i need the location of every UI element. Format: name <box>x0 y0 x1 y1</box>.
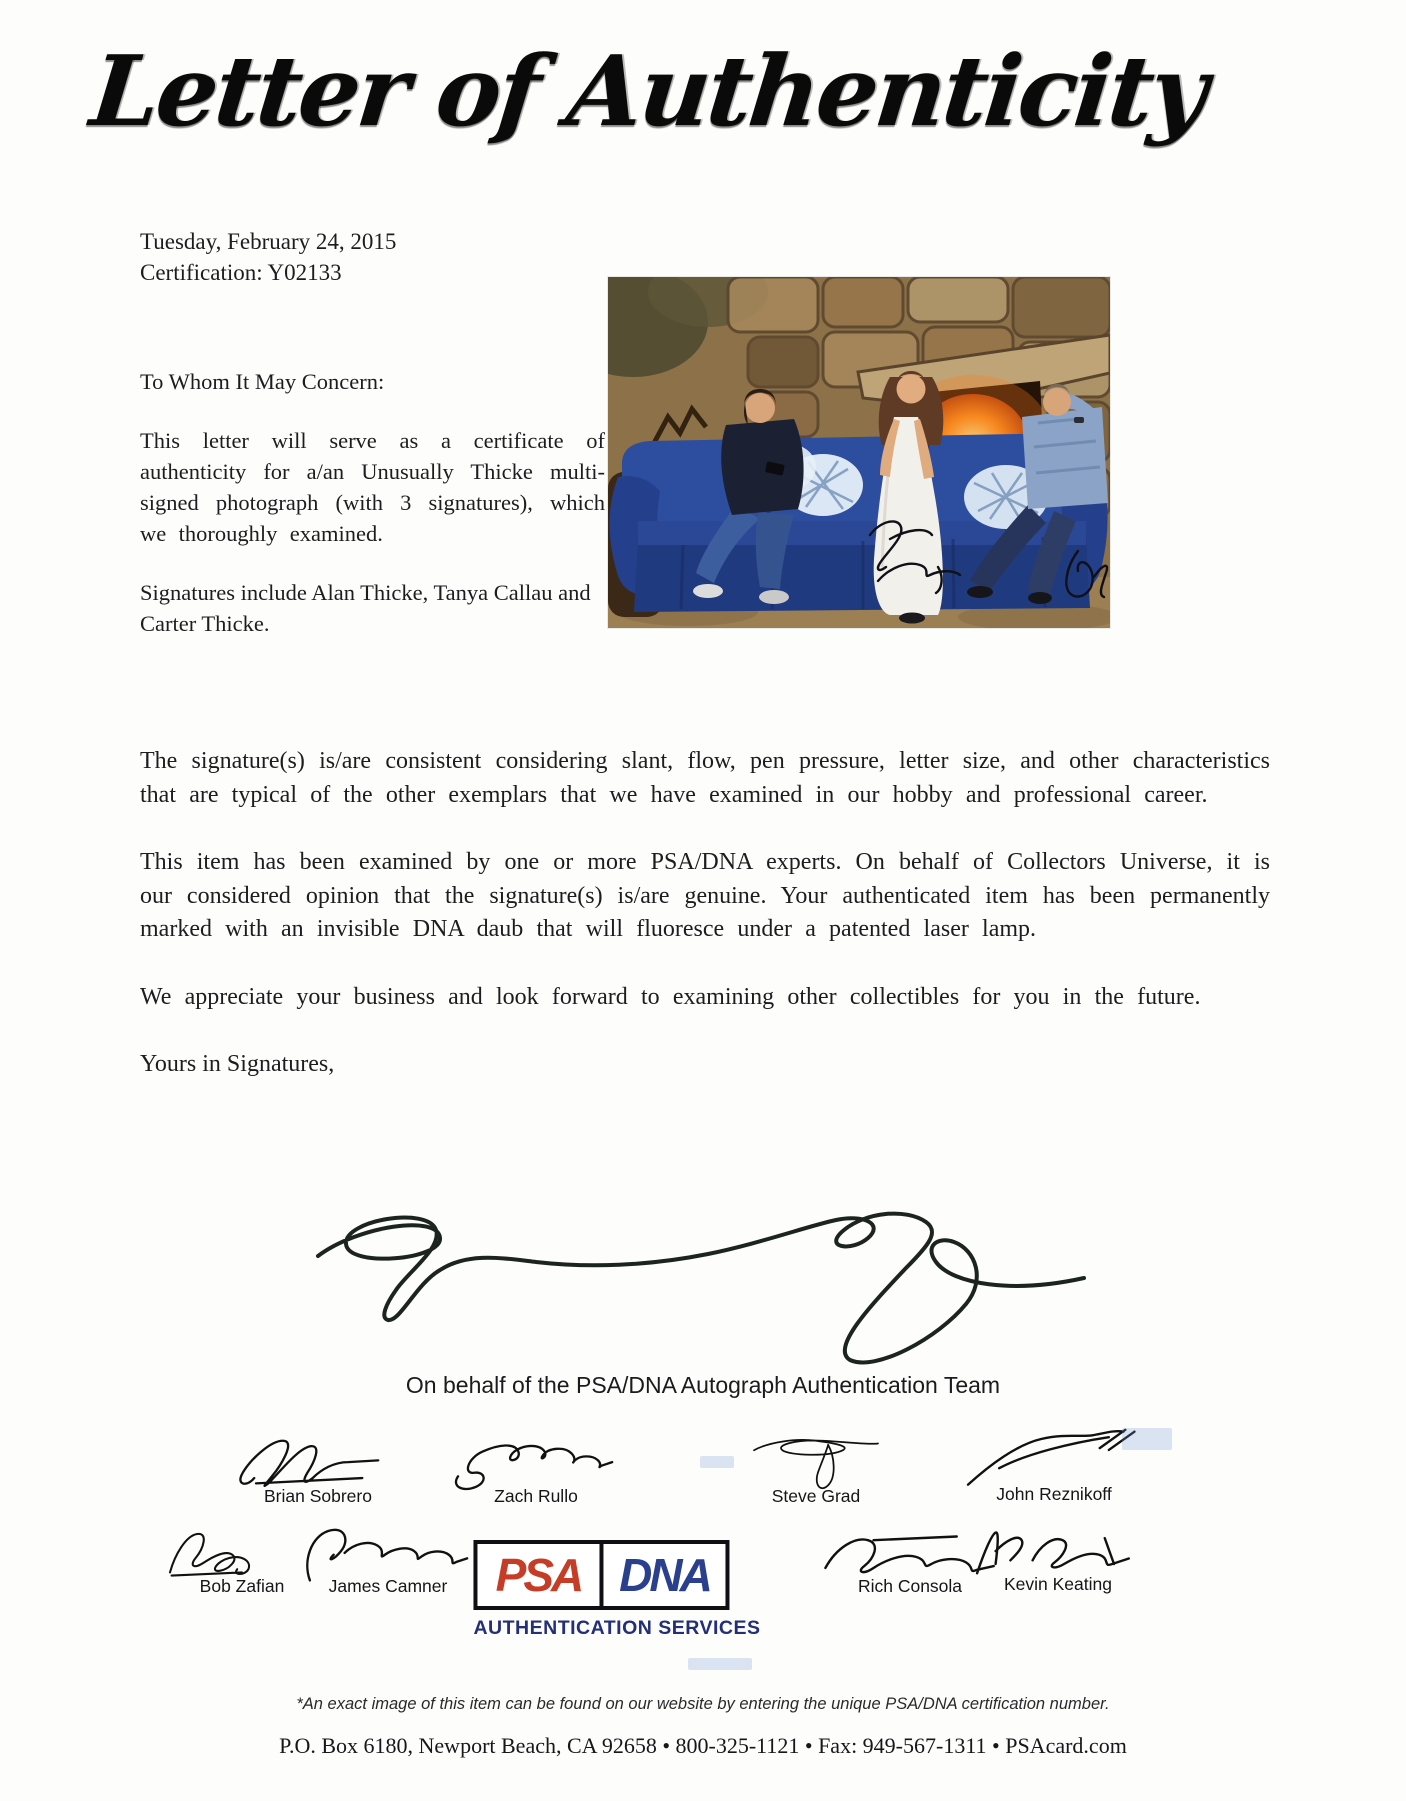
logo-subtitle: AUTHENTICATION SERVICES <box>473 1617 761 1639</box>
authenticator-name: Steve Grad <box>771 1486 861 1506</box>
authenticator-steve-grad <box>701 1430 931 1507</box>
scan-artifact <box>688 1658 752 1670</box>
authenticated-photograph <box>608 277 1110 628</box>
team-attribution-line: On behalf of the PSA/DNA Autograph Authentication Team <box>405 1372 1001 1398</box>
authenticator-name: John Reznikoff <box>996 1484 1112 1504</box>
psa-logo-text: PSA <box>477 1544 603 1606</box>
paragraph-signature-list: Signatures include Alan Thicke, Tanya Callau and Carter Thicke. <box>140 580 591 636</box>
scan-artifact <box>700 1456 734 1468</box>
closing-line: Yours in Signatures, <box>140 1051 335 1077</box>
letter-body-full-width <box>140 745 1270 1116</box>
signature-scribble-icon <box>296 1520 481 1584</box>
authenticator-james-camner <box>273 1520 503 1597</box>
authenticator-brian-sobrero <box>203 1432 433 1507</box>
authenticator-name: Rich Consola <box>857 1576 963 1596</box>
footer-contact-line: P.O. Box 6180, Newport Beach, CA 92658 • 800-325-1121 • Fax: 949-567-1311 • PSAcard.com <box>279 1733 1127 1758</box>
signature-scribble-icon <box>223 1432 413 1494</box>
signature-scribble-icon <box>441 1432 631 1494</box>
authenticator-zach-rullo <box>421 1432 651 1507</box>
psa-dna-logo-box <box>473 1540 729 1610</box>
psa-dna-logo <box>473 1540 760 1640</box>
authenticator-name: Zach Rullo <box>494 1486 578 1506</box>
main-signature <box>288 1186 1100 1366</box>
certification-line: Certification: Y02133 <box>140 260 342 285</box>
paragraph-appreciation: We appreciate your business and look forward to examining other collectibles for you in the future. <box>140 983 1201 1010</box>
scan-artifact <box>1122 1428 1172 1450</box>
photo-person-tanya <box>874 371 944 624</box>
paragraph-certificate: This letter will serve as a certificate of authenticity for a/an Unusually Thicke multi-signed photograph (with 3 signatures), which we thoroughly examined. <box>140 428 605 546</box>
authenticator-name: Kevin Keating <box>1004 1574 1112 1594</box>
date-line: Tuesday, February 24, 2015 <box>140 229 397 254</box>
salutation: To Whom It May Concern: <box>140 369 385 394</box>
page-title: Letter of Authenticity <box>85 34 1211 148</box>
signature-scribble-icon <box>966 1522 1151 1582</box>
paragraph-consistency: The signature(s) is/are consistent considering slant, flow, pen pressure, letter size, and other characteristics that are typical of the other exemplars that we have examined in our hobby and professional career. <box>140 748 1270 808</box>
photo-scene <box>608 277 1110 628</box>
authenticator-name: Bob Zafian <box>199 1576 285 1596</box>
paragraph-examination: This item has been examined by one or more PSA/DNA experts. On behalf of Collectors Universe, it is our considered opinion that the signature(s) is/are genuine. Your authenticated item has been permanently marked with an invisible DNA daub that will fluoresce under a patented laser lamp. <box>140 849 1270 942</box>
authenticator-name: Brian Sobrero <box>264 1486 372 1506</box>
signature-scribble-icon <box>716 1430 916 1494</box>
dna-logo-text: DNA <box>619 1549 710 1601</box>
letter-meta <box>140 226 396 288</box>
authenticator-kevin-keating <box>943 1522 1173 1595</box>
authenticator-name: James Camner <box>328 1576 448 1596</box>
letter-body-left-column <box>140 366 605 667</box>
footnote-line: *An exact image of this item can be found on our website by entering the unique PSA/DNA certification number. <box>296 1695 1110 1713</box>
